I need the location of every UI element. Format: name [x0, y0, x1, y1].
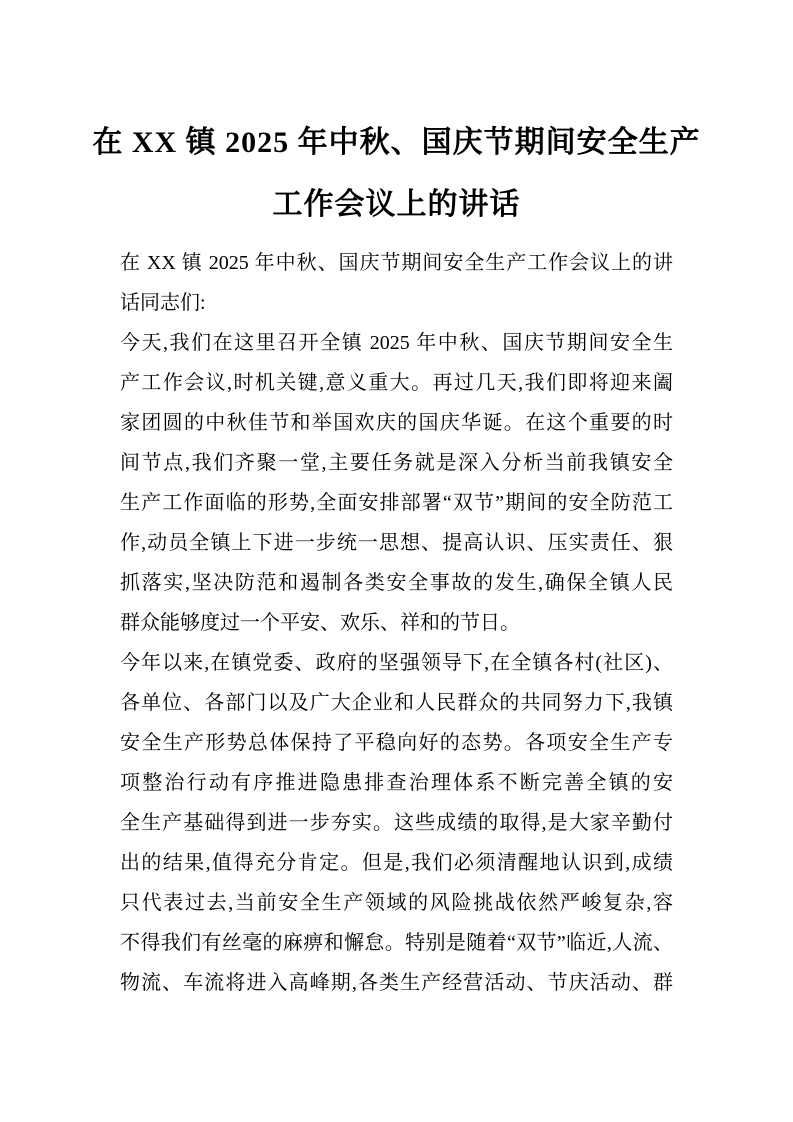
text-line: 安全生产形势总体保持了平稳向好的态势。各项安全生产专	[120, 732, 673, 754]
title-line-1: 在 XX 镇 2025 年中秋、国庆节期间安全生产	[92, 126, 701, 159]
text-line: 全生产基础得到进一步夯实。这些成绩的取得,是大家辛勤付	[120, 812, 673, 834]
text-line: 生产工作面临的形势,全面安排部署“双节”期间的安全防范工	[120, 492, 673, 514]
text-line: 抓落实,坚决防范和遏制各类安全事故的发生,确保全镇人民	[120, 572, 673, 594]
document-title	[0, 112, 793, 236]
text-line: 项整治行动有序推进隐患排查治理体系不断完善全镇的安	[120, 772, 673, 794]
text-line: 各单位、各部门以及广大企业和人民群众的共同努力下,我镇	[120, 692, 673, 714]
title-line-2: 工作会议上的讲话	[272, 188, 521, 221]
text-line: 间节点,我们齐聚一堂,主要任务就是深入分析当前我镇安全	[120, 452, 673, 474]
text-line: 产工作会议,时机关键,意义重大。再过几天,我们即将迎来阖	[120, 372, 673, 394]
text-line: 作,动员全镇上下进一步统一思想、提高认识、压实责任、狠	[120, 532, 673, 554]
text-line: 家团圆的中秋佳节和举国欢庆的国庆华诞。在这个重要的时	[120, 412, 673, 434]
text-line: 在 XX 镇 2025 年中秋、国庆节期间安全生产工作会议上的讲	[120, 252, 673, 274]
text-line: 话同志们:	[120, 292, 206, 314]
paragraph	[120, 243, 673, 323]
text-line: 不得我们有丝毫的麻痹和懈怠。特别是随着“双节”临近,人流、	[120, 932, 673, 954]
text-line: 物流、车流将进入高峰期,各类生产经营活动、节庆活动、群	[120, 972, 673, 994]
text-line: 群众能够度过一个平安、欢乐、祥和的节日。	[120, 612, 520, 634]
text-line: 今年以来,在镇党委、政府的坚强领导下,在全镇各村(社区)、	[120, 652, 673, 674]
paragraph	[120, 323, 673, 643]
document-body	[120, 243, 673, 1003]
text-line: 出的结果,值得充分肯定。但是,我们必须清醒地认识到,成绩	[120, 852, 673, 874]
paragraph	[120, 643, 673, 1003]
text-line: 今天,我们在这里召开全镇 2025 年中秋、国庆节期间安全生	[120, 332, 673, 354]
text-line: 只代表过去,当前安全生产领域的风险挑战依然严峻复杂,容	[120, 892, 673, 914]
